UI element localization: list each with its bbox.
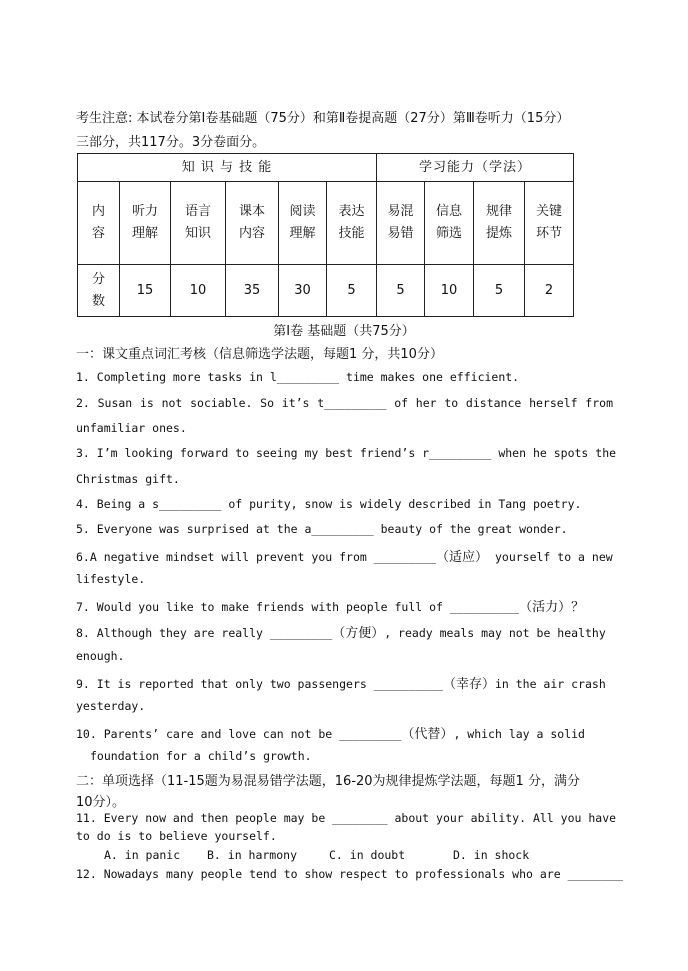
row-label-score: 分 数 (78, 265, 120, 317)
notice-line-1: 考生注意: 本试卷分第Ⅰ卷基础题（75分）和第Ⅱ卷提高题（27分）第Ⅲ卷听力（15分） (76, 111, 570, 126)
score-cell: 5 (327, 265, 377, 317)
column-header: 信息 筛选 (425, 182, 474, 265)
option-c: C. in doubt (329, 848, 406, 862)
option-d: D. in shock (453, 848, 530, 862)
column-header: 表达 技能 (327, 182, 377, 265)
part-1-heading: 一：课文重点词汇考核（信息筛选学法题，每题1 分，共10分） (76, 347, 443, 362)
part-2-heading-line-2: 10分）。 (76, 795, 126, 810)
question-2-line-1: 2. Susan is not sociable. So it’s t_________ of her to distance herself from (76, 396, 613, 410)
question-7: 7. Would you like to make friends with people full of __________（活力）？ (76, 600, 585, 615)
question-3-line-1: 3. I’m looking forward to seeing my best friend’s r_________ when he spots the (76, 446, 617, 460)
question-11-options (104, 848, 529, 862)
score-cell: 5 (474, 265, 525, 317)
score-cell: 10 (171, 265, 226, 317)
column-header: 听力 理解 (120, 182, 171, 265)
score-distribution-table (77, 153, 574, 317)
score-cell: 10 (425, 265, 474, 317)
exam-notice (76, 107, 616, 155)
column-header: 规律 提炼 (474, 182, 525, 265)
question-9-line-1: 9. It is reported that only two passengers __________（幸存）in the air crash (76, 677, 606, 692)
option-a: A. in panic (104, 848, 181, 862)
group-header-knowledge-skills: 知 识 与 技 能 (78, 154, 377, 182)
question-9-line-2: yesterday. (76, 699, 146, 713)
table-row-content (78, 182, 574, 265)
column-header: 易混 易错 (377, 182, 425, 265)
question-6-line-1: 6.A negative mindset will prevent you from _________（适应） yourself to a new (76, 550, 613, 565)
hint-survive: （幸存） (442, 677, 495, 692)
question-11-line-2: to do is to believe yourself. (76, 829, 277, 843)
score-cell: 15 (120, 265, 171, 317)
column-header: 语言 知识 (171, 182, 226, 265)
question-10-line-1: 10. Parents’ care and love can not be _________（代替）, which lay a solid (76, 727, 585, 742)
column-header: 课本 内容 (226, 182, 279, 265)
column-header: 关键 环节 (525, 182, 574, 265)
question-8-line-1: 8. Although they are really _________（方便）, ready meals may not be healthy (76, 626, 606, 641)
score-cell: 5 (377, 265, 425, 317)
question-1: 1. Completing more tasks in l_________ time makes one efficient. (76, 370, 520, 384)
question-6-line-2: lifestyle. (76, 572, 146, 586)
hint-vitality: （活力）？ (519, 600, 585, 615)
hint-convenient: （方便） (332, 626, 385, 641)
part-2-heading-line-1: 二：单项选择（11-15题为易混易错学法题，16-20为规律提炼学法题，每题1 分，满分 (76, 774, 580, 789)
group-header-learning-ability: 学习能力（学法） (377, 154, 574, 182)
score-cell: 35 (226, 265, 279, 317)
column-header: 阅读 理解 (279, 182, 327, 265)
question-5: 5. Everyone was surprised at the a_________ beauty of the great wonder. (76, 522, 568, 536)
option-b: B. in harmony (207, 848, 298, 862)
question-2-line-2: unfamiliar ones. (76, 421, 187, 435)
table-row-score (78, 265, 574, 317)
score-cell: 2 (525, 265, 574, 317)
question-12-line-1: 12. Nowadays many people tend to show respect to professionals who are ________ (76, 867, 623, 881)
question-3-line-2: Christmas gift. (76, 472, 180, 486)
question-4: 4. Being a s_________ of purity, snow is widely described in Tang poetry. (76, 497, 582, 511)
hint-replace: （代替） (401, 727, 454, 742)
question-8-line-2: enough. (76, 649, 125, 663)
question-10-line-2: foundation for a child’s growth. (90, 749, 312, 763)
row-label-content: 内 容 (78, 182, 120, 265)
score-cell: 30 (279, 265, 327, 317)
hint-adapt: （适应） (436, 550, 489, 565)
question-11-line-1: 11. Every now and then people may be ________ about your ability. All you have (76, 811, 617, 825)
section-title: 第Ⅰ卷 基础题（共75分） (273, 324, 415, 339)
notice-line-2: 三部分，共117分。3分卷面分。 (76, 135, 266, 150)
